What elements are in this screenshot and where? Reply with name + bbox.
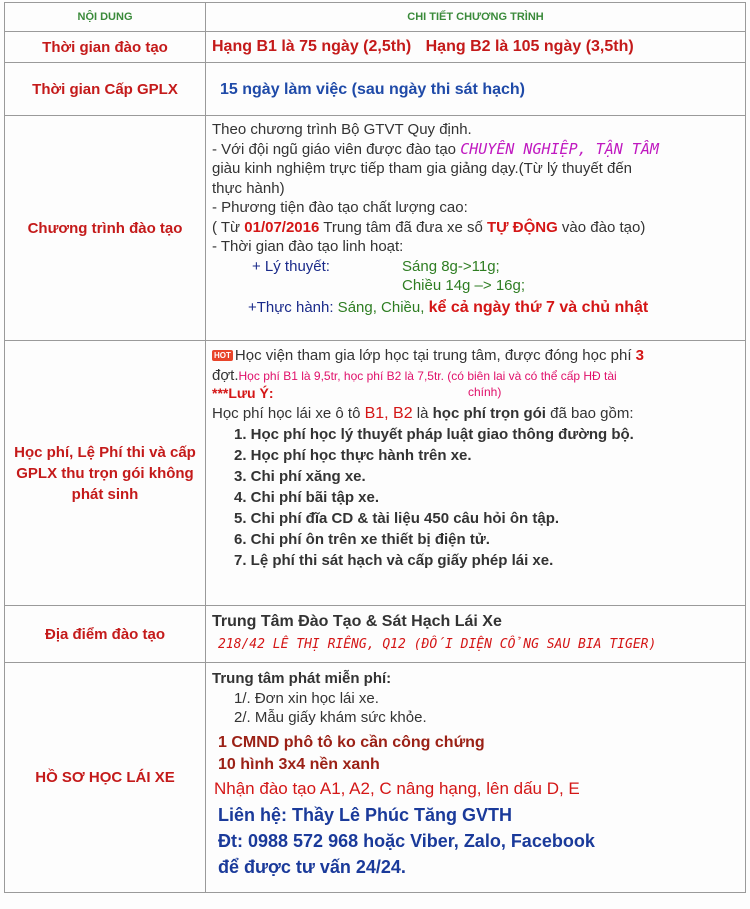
weekend-text: kể cả ngày thứ 7 và chủ nhật	[428, 298, 649, 316]
label-location: Địa điểm đào tạo	[5, 606, 206, 663]
list-item: 4. Chi phí bãi tập xe.	[234, 488, 380, 506]
promo-text: Nhận đào tạo A1, A2, C nâng hạng, lên dấu D, E	[214, 778, 580, 798]
theory-morning: Sáng 8g->11g;	[402, 257, 500, 275]
row-location	[5, 606, 746, 663]
license-time-value: 15 ngày làm việc (sau ngày thi sát hạch)	[220, 81, 525, 99]
auto-date: 01/07/2016	[244, 218, 320, 236]
label-training-time: Thời gian đào tạo	[5, 32, 206, 63]
list-item: 6. Chi phí ôn trên xe thiết bị điện tử.	[234, 530, 490, 548]
label-program: Chương trình đào tạo	[5, 116, 206, 341]
program-table	[4, 2, 746, 893]
theory-afternoon: Chiều 14g –> 16g;	[402, 277, 526, 294]
b2-duration: Hạng B2 là 105 ngày (3,5th)	[425, 38, 634, 56]
header-detail: CHI TIẾT CHƯƠNG TRÌNH	[206, 3, 746, 32]
program-line-2: - Với đội ngũ giáo viên được đào tạo CHUYÊN NGHIỆP, TẬN TÂM	[212, 139, 659, 158]
required-item-2: 10 hình 3x4 nền xanh	[218, 755, 380, 773]
list-item: 7. Lệ phí thi sát hạch và cấp giấy phép lái xe.	[234, 551, 554, 569]
fees-line-4: Học phí học lái xe ô tô B1, B2 là học phí trọn gói đã bao gồm:	[212, 405, 634, 422]
theory-afternoon-line	[212, 276, 739, 296]
fees-items-list	[212, 424, 739, 571]
hot-badge-icon: HOT	[214, 351, 231, 360]
center-address: 218/42 LÊ THỊ RIÊNG, Q12 (ĐỐI DIỆN CỔNG SAU BIA TIGER)	[218, 636, 657, 652]
required-item-1: 1 CMND phô tô ko cần công chứng	[218, 733, 485, 751]
theory-label: + Lý thuyết:	[252, 257, 330, 275]
note-label: ***Lưu Ý:	[212, 385, 274, 401]
row-documents	[5, 663, 746, 893]
row-fees	[5, 341, 746, 606]
free-item-1: 1/. Đơn xin học lái xe.	[234, 689, 379, 707]
label-documents: HỒ SƠ HỌC LÁI XE	[5, 663, 206, 893]
program-line-6: ( Từ 01/07/2016 Trung tâm đã đưa xe số TỰ ĐỘNG vào đào tạo)	[212, 218, 646, 236]
list-item: 2. Học phí học thực hành trên xe.	[234, 446, 472, 464]
program-line-7: - Thời gian đào tạo linh hoạt:	[212, 238, 404, 255]
contact-support: để được tư vấn 24/24.	[218, 856, 406, 877]
contact-name: Liên hệ: Thầy Lê Phúc Tăng GVTH	[218, 804, 513, 825]
fees-line-2: đợt.Học phí B1 là 9,5tr, học phí B2 là 7,5tr. (có biên lai và có thể cấp HĐ tài	[212, 366, 617, 384]
header-content: NỘI DUNG	[5, 3, 206, 32]
program-line-3: giàu kinh nghiệm trực tiếp tham gia giảng dạy.(Từ lý thuyết đến	[212, 160, 633, 177]
list-item: 1. Học phí học lý thuyết pháp luật giao thông đường bộ.	[234, 425, 634, 443]
list-item: 5. Chi phí đĩa CD & tài liệu 450 câu hỏi ôn tập.	[234, 509, 560, 527]
center-name: Trung Tâm Đào Tạo & Sát Hạch Lái Xe	[212, 613, 502, 630]
b1-duration: Hạng B1 là 75 ngày (2,5th)	[212, 38, 412, 56]
table-header-row	[5, 3, 746, 32]
program-line-4: thực hành)	[212, 179, 285, 197]
list-item: 3. Chi phí xăng xe.	[234, 467, 366, 485]
practice-line: +Thực hành: Sáng, Chiều, kể cả ngày thứ 7 và chủ nhật	[248, 298, 649, 316]
professional-text: CHUYÊN NGHIỆP, TẬN TÂM	[460, 139, 659, 158]
free-items-heading: Trung tâm phát miễn phí:	[212, 670, 392, 687]
fees-line-1: HOT Học viện tham gia lớp học tại trung tâm, được đóng học phí 3	[214, 347, 644, 364]
fee-amounts: Học phí B1 là 9,5tr, học phí B2 là 7,5tr. (có biên lai và có thể cấp HĐ tài	[238, 368, 617, 383]
row-program	[5, 116, 746, 341]
fees-line-3: ***Lưu Ý: chính)	[212, 386, 739, 404]
contact-phone: Đt: 0988 572 968 hoặc Viber, Zalo, Facebook	[218, 830, 595, 851]
label-fees: Học phí, Lệ Phí thi và cấp GPLX thu trọn gói không phát sinh	[5, 341, 206, 606]
row-training-time	[5, 32, 746, 63]
theory-line	[212, 257, 739, 277]
label-license-time: Thời gian Cấp GPLX	[5, 63, 206, 116]
program-line-5: - Phương tiện đào tạo chất lượng cao:	[212, 199, 468, 216]
program-line-1: Theo chương trình Bộ GTVT Quy định.	[212, 121, 472, 138]
row-license-time	[5, 63, 746, 116]
free-item-2: 2/. Mẫu giấy khám sức khỏe.	[234, 709, 427, 726]
auto-gear: TỰ ĐỘNG	[486, 218, 558, 236]
